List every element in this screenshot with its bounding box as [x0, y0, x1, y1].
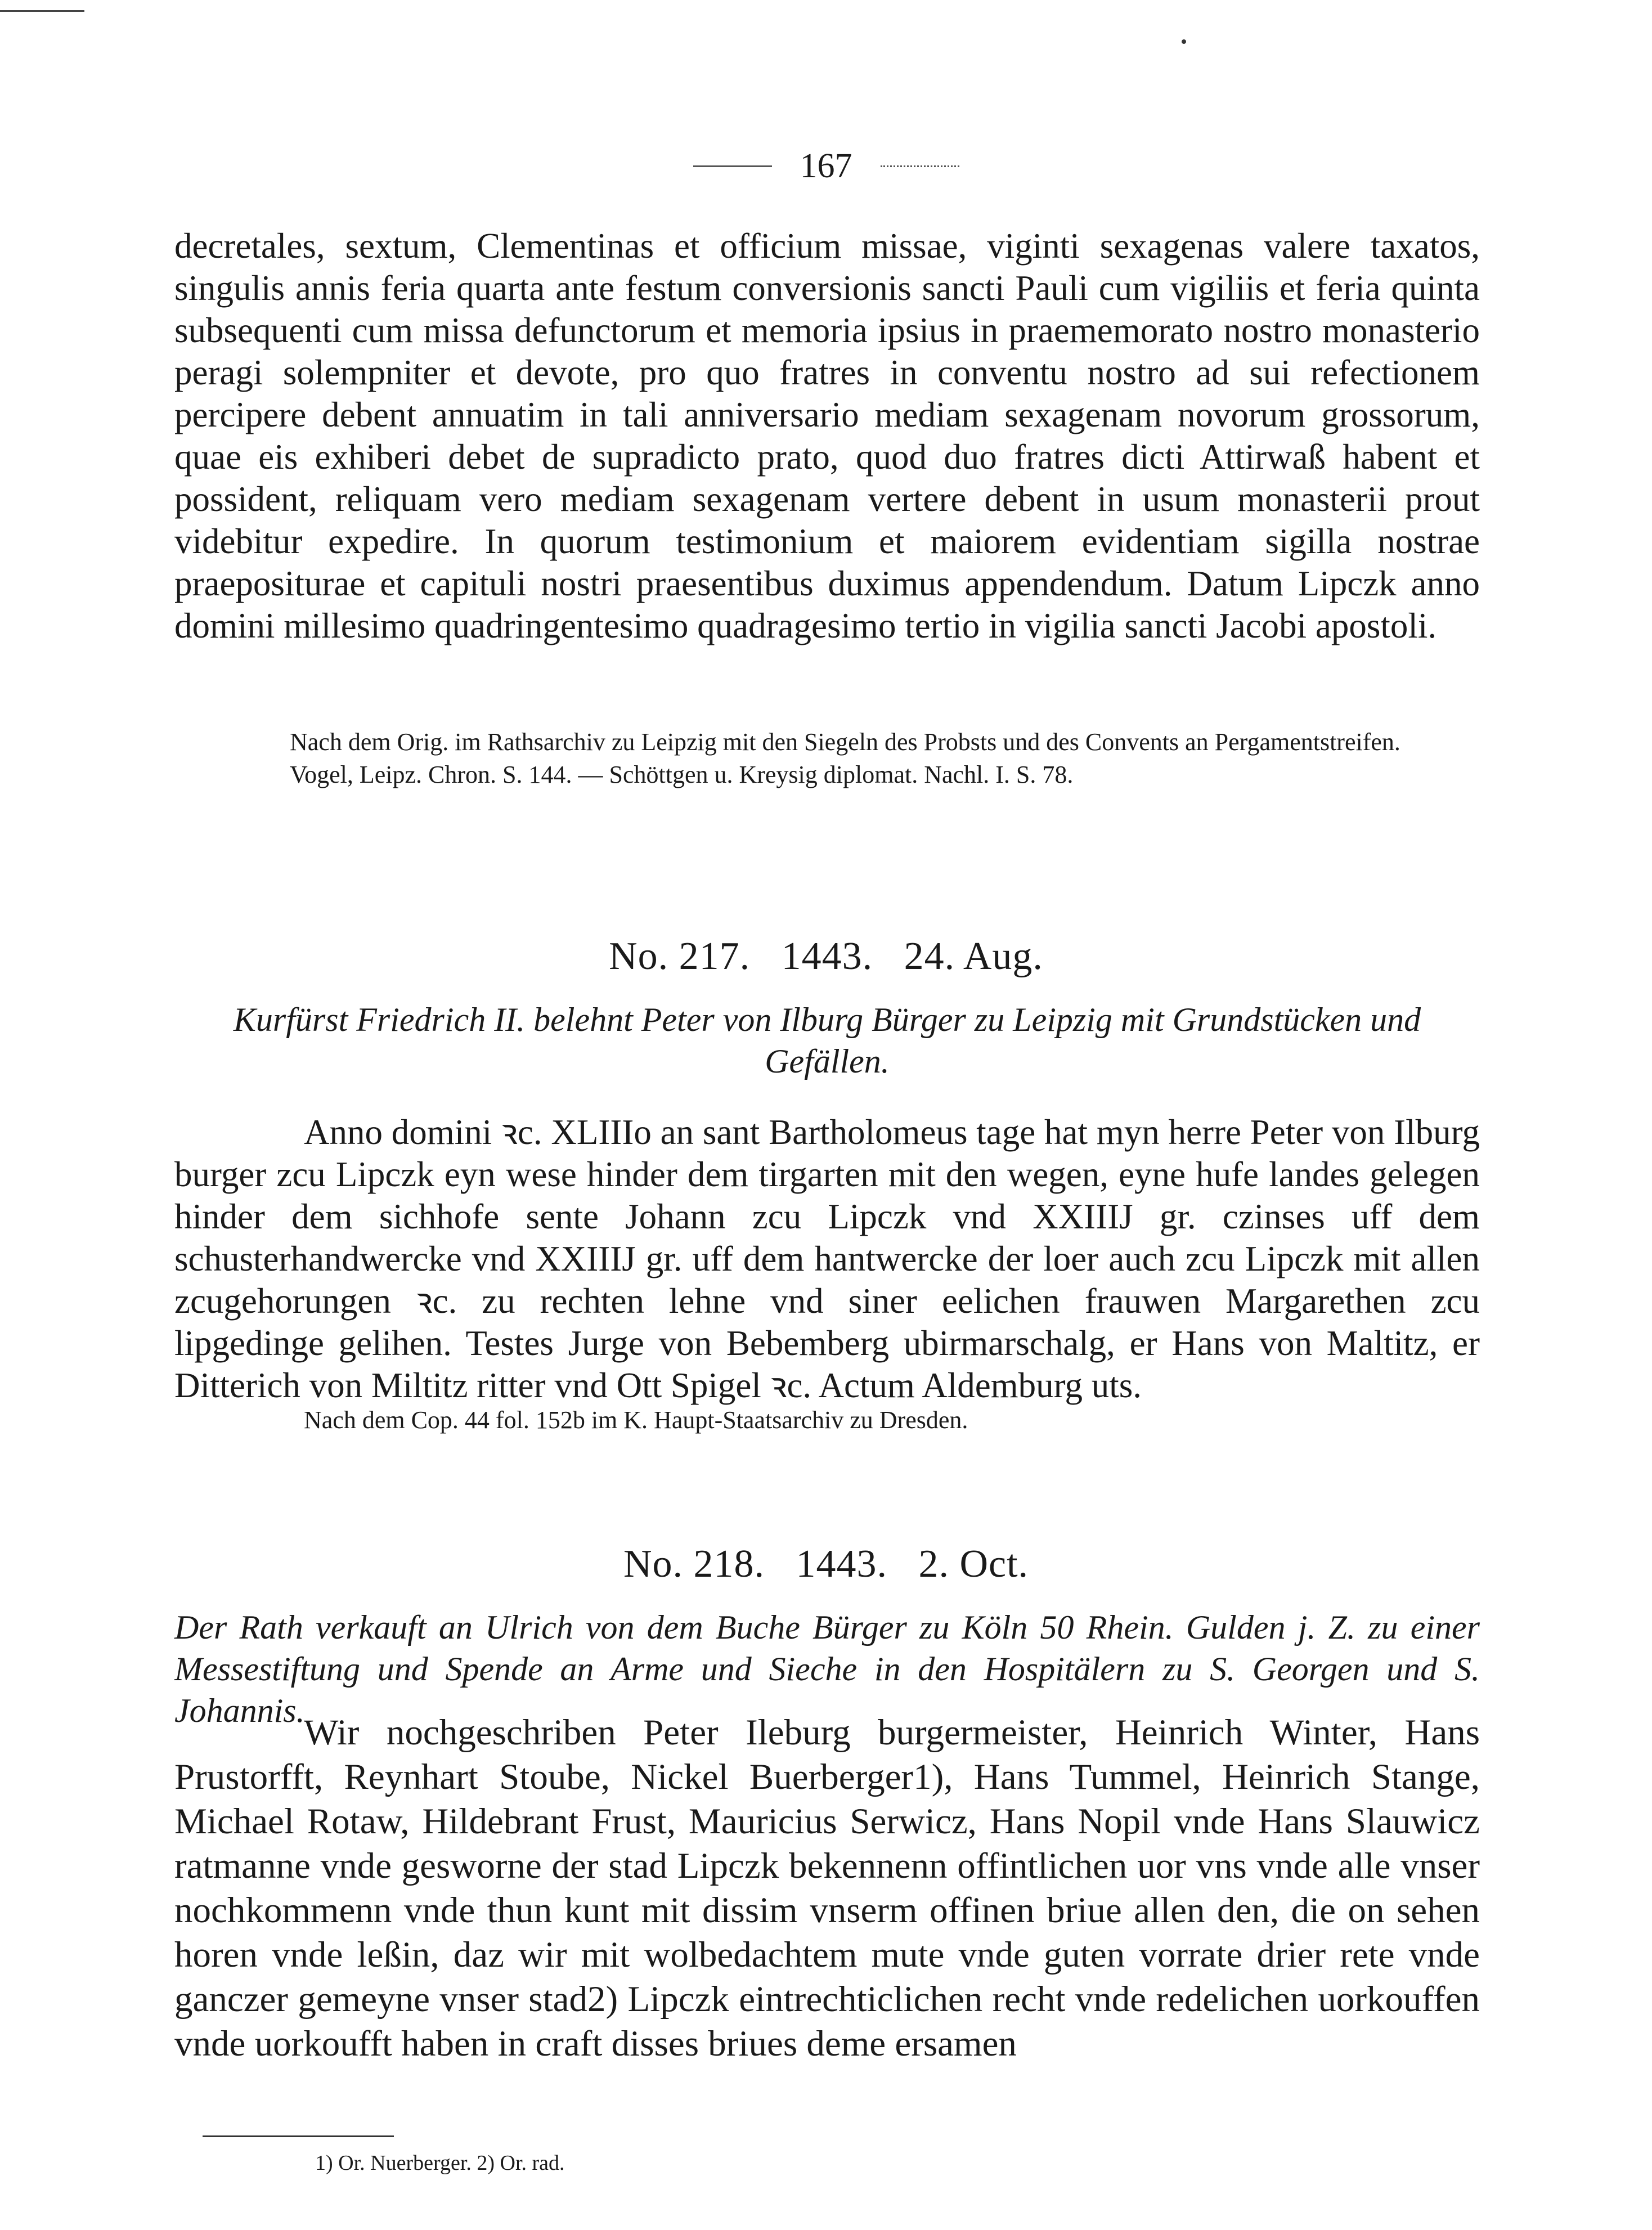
header-rule-right: [881, 165, 959, 167]
continuation-paragraph: [174, 225, 1480, 647]
source-note: Nach dem Orig. im Rathsarchiv zu Leipzig mit den Siegeln des Probsts und des Convents an Pergamentstreifen.: [290, 728, 1400, 756]
scan-edge-rule: [0, 10, 84, 12]
source-notes-1: [174, 726, 1480, 791]
document-summary-217: Kurfürst Friedrich II. belehnt Peter von Ilburg Bürger zu Leipzig mit Grundstücken und Gefällen.: [233, 1001, 1421, 1080]
scan-speck: [1182, 39, 1186, 44]
header-rule-left: [693, 165, 772, 167]
page-header: [0, 143, 1652, 189]
document-summary-218: Der Rath verkauft an Ulrich von dem Buche Bürger zu Köln 50 Rhein. Gulden j. Z. zu einer Messestiftung und Spende an Arme und Sieche in den Hospitälern zu S. Georgen und S. Johannis.: [174, 1609, 1480, 1729]
document-heading-217: No. 217. 1443. 24. Aug.: [609, 935, 1043, 978]
document-body-217: [174, 1111, 1480, 1407]
document-body-218: [174, 1711, 1480, 2066]
literature-note: Vogel, Leipz. Chron. S. 144. — Schöttgen u. Kreysig diplomat. Nachl. I. S. 78.: [290, 761, 1074, 788]
document-heading-218: No. 218. 1443. 2. Oct.: [623, 1542, 1029, 1586]
footnote-rule: [203, 2135, 394, 2137]
footnotes: 1) Or. Nuerberger. 2) Or. rad.: [315, 2151, 565, 2175]
document-text-218: Wir nochgeschriben Peter Ileburg burgermeister, Heinrich Winter, Hans Prustorfft, Reynhart Stoube, Nickel Buerberger1), Hans Tummel, Heinrich Stange, Michael Rotaw, Hildebrant Frust, Mauricius Serwicz, Hans Nopil vnde Hans Slauwicz ratmanne vnde gesworne der stad Lipczk bekennenn offintlichen uor vns vnde alle vnser nochkommenn vnde thun kunt mit dissim vnserm offinen briue allen den, die on sehen horen vnde leßin, daz wir mit wolbedachtem mute vnde guten vorrate drier rete vnde ganczer gemeyne vnser stad2) Lipczk eintrechticlichen recht vnde redelichen uorkouffen vnde uorkoufft haben in craft disses briues deme ersamen: [174, 1712, 1480, 2064]
source-note-217: Nach dem Cop. 44 fol. 152b im K. Haupt-Staatsarchiv zu Dresden.: [304, 1406, 968, 1434]
page-number: 167: [800, 147, 852, 185]
continuation-text: decretales, sextum, Clementinas et officium missae, viginti sexagenas valere taxatos, singulis annis feria quarta ante festum conversionis sancti Pauli cum vigiliis et feria quinta subsequenti cum missa defunctorum et memoria ipsius in praememorato nostro monasterio peragi solempniter et devote, pro quo fratres in conventu nostro ad sui refectionem percipere debent annuatim in tali anniversario mediam sexagenam novorum grossorum, quae eis exhiberi debet de supradicto prato, quod duo fratres dicti Attirwaß habent et possident, reliquam vero mediam sexagenam vertere debent in usum monasterii prout videbitur expedire. In quorum testimonium et maiorem evidentiam sigilla nostrae praepositurae et capituli nostri praesentibus duximus appendendum. Datum Lipczk anno domini millesimo quadringentesimo quadragesimo tertio in vigilia sancti Jacobi apostoli.: [174, 226, 1480, 645]
source-notes-217: [174, 1404, 1480, 1437]
document-text-217: Anno domini ꝛc. XLIIIo an sant Bartholomeus tage hat myn herre Peter von Ilburg burger zcu Lipczk eyn wese hinder dem tirgarten mit den wegen, eyne hufe landes gelegen hinder dem sichhofe sente Johann zcu Lipczk vnd XXIIIJ gr. czinses uff dem schusterhandwercke vnd XXIIIJ gr. uff dem hantwercke der loer auch zcu Lipczk mit allen zcugehorungen ꝛc. zu rechten lehne vnd siner eelichen frauwen Margarethen zcu lipgedinge gelihen. Testes Jurge von Bebemberg ubirmarschalg, er Hans von Maltitz, er Ditterich von Miltitz ritter vnd Ott Spigel ꝛc. Actum Aldemburg uts.: [174, 1112, 1480, 1405]
